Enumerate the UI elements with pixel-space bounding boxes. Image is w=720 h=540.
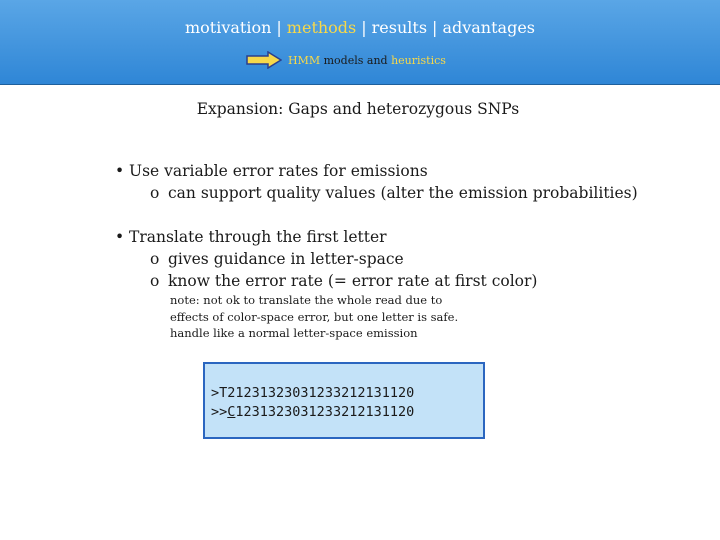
- note-line: effects of color-space error, but one letter is safe.: [170, 309, 459, 324]
- note-line: handle like a normal letter-space emission: [170, 326, 418, 340]
- sub-bullet-glyph: o: [150, 272, 160, 290]
- sequence-digits: 1231323031233212131120: [235, 404, 415, 420]
- bullet-item: [115, 228, 387, 246]
- nav-separator: |: [361, 18, 367, 37]
- sub-bullet-text: gives guidance in letter-space: [168, 250, 404, 268]
- right-arrow-icon: [246, 51, 282, 69]
- note-line: note: not ok to translate the whole read due to: [170, 293, 443, 307]
- nav-item-results[interactable]: results: [371, 18, 428, 37]
- slide-title: Expansion: Gaps and heterozygous SNPs: [196, 100, 520, 118]
- header-bar: [0, 0, 720, 85]
- sequence-prefix: >: [211, 385, 220, 401]
- bullet-text: Translate through the first letter: [129, 228, 387, 246]
- bullet-text: Use variable error rates for emissions: [129, 162, 428, 180]
- sequence-prefix: >>: [211, 404, 228, 420]
- sub-bullet-glyph: o: [150, 250, 160, 268]
- sub-bullet-item: [150, 250, 404, 268]
- sub-nav-models[interactable]: models and: [323, 53, 388, 67]
- sequence-digits: 21231323031233212131120: [227, 385, 415, 401]
- sub-bullet-text: know the error rate (= error rate at first color): [168, 272, 538, 290]
- sequence-box: [203, 362, 485, 439]
- nav-item-methods[interactable]: methods: [286, 18, 357, 37]
- sub-nav-heuristics[interactable]: heuristics: [391, 53, 446, 67]
- bullet-glyph: •: [115, 228, 125, 246]
- note-text: [170, 292, 458, 342]
- sub-bullet-text: can support quality values (alter the emission probabilities): [168, 184, 638, 202]
- sub-bullet-glyph: o: [150, 184, 160, 202]
- nav-item-motivation[interactable]: motivation: [184, 18, 272, 37]
- nav-separator: |: [432, 18, 438, 37]
- section-nav: [0, 18, 720, 37]
- sequence-letter: C: [227, 404, 236, 420]
- nav-separator: |: [276, 18, 282, 37]
- sequence-line-1: [211, 385, 414, 401]
- sub-nav-hmm[interactable]: HMM: [288, 53, 321, 67]
- sequence-line-2: [211, 404, 414, 420]
- sequence-letter: T: [219, 385, 228, 401]
- sub-nav: [246, 50, 446, 70]
- nav-item-advantages[interactable]: advantages: [442, 18, 535, 37]
- sub-bullet-item: [150, 272, 537, 290]
- sub-bullet-item: [150, 184, 638, 202]
- bullet-glyph: •: [115, 162, 125, 180]
- bullet-item: [115, 162, 428, 180]
